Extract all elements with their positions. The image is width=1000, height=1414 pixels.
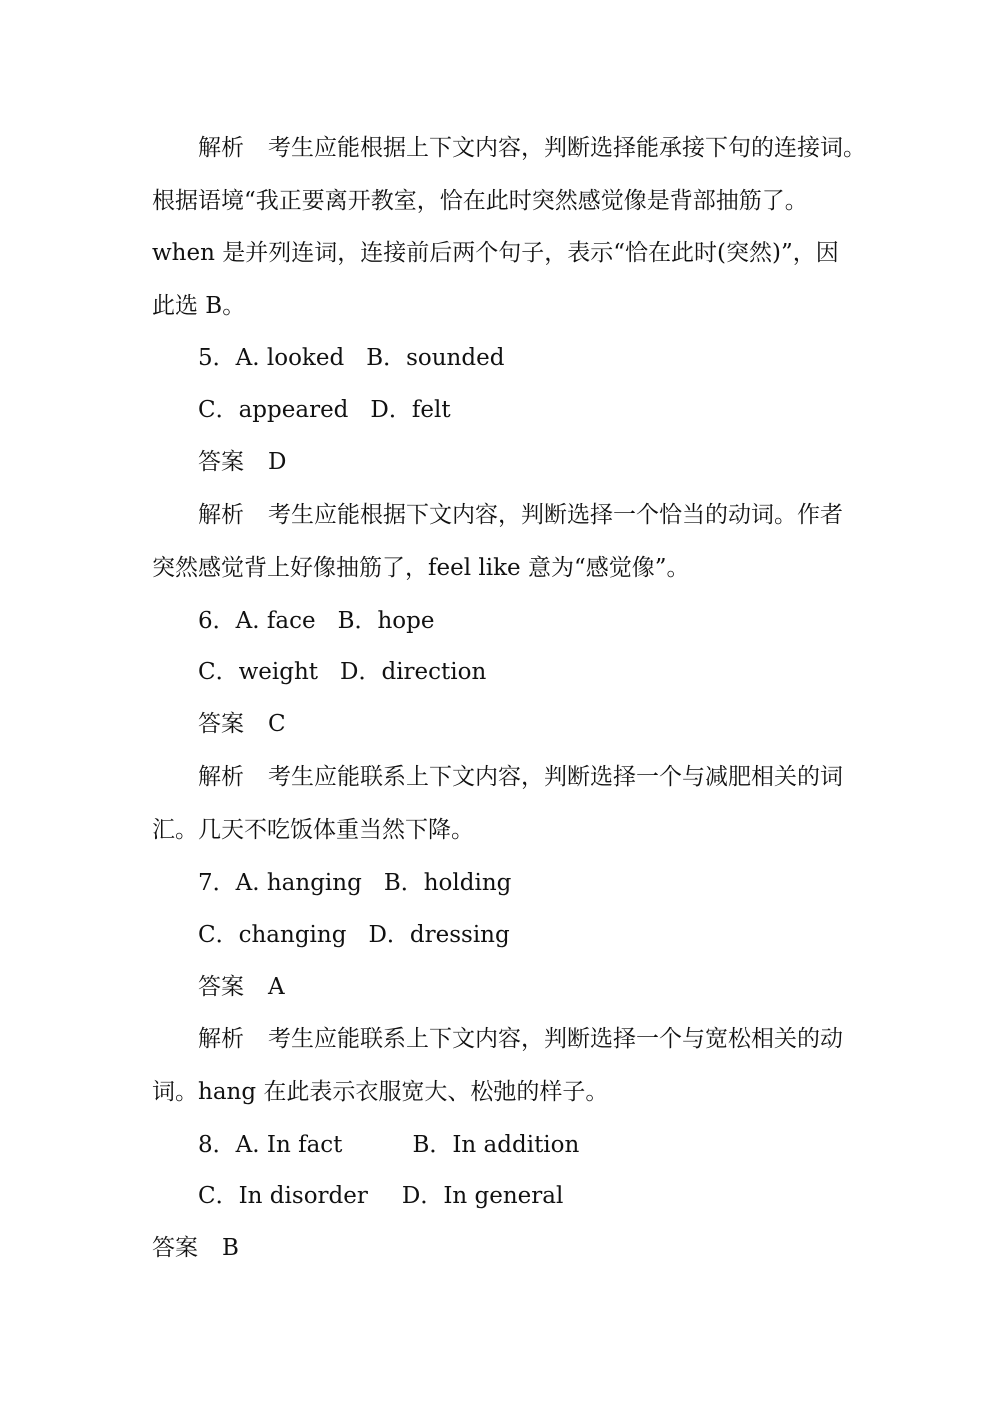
q6-analysis-text-1: 考生应能联系上下文内容，判断选择一个与减肥相关的词: [268, 764, 843, 790]
q4-analysis-line-2: 根据语境“我正要离开教室，恰在此时突然感觉像是背部抽筋了。: [152, 188, 808, 214]
q4-analysis-text-1: 考生应能根据上下文内容，判断选择能承接下句的连接词。: [268, 135, 866, 161]
q8-option-b: B．In addition: [412, 1132, 580, 1158]
q4-analysis-line-3: when 是并列连词，连接前后两个句子，表示“恰在此时(突然)”，因: [152, 240, 839, 266]
q5-option-c: C．appeared: [198, 397, 349, 423]
q7-options-row-1: [198, 868, 511, 898]
q7-option-a: 7．A. hanging: [198, 870, 362, 896]
q6-analysis-label: 解析: [198, 764, 244, 790]
q4-analysis-label: 解析: [198, 135, 244, 161]
q5-answer: [198, 447, 286, 477]
q8-option-c: C．In disorder: [198, 1183, 368, 1209]
q7-analysis-text-1: 考生应能联系上下文内容，判断选择一个与宽松相关的动: [268, 1026, 843, 1052]
q4-analysis-line-4: 此选 B。: [152, 293, 246, 319]
q6-answer-value: C: [268, 711, 286, 737]
q6-options-row-1: [198, 606, 435, 636]
q5-analysis-label: 解析: [198, 502, 244, 528]
q6-option-d: D．direction: [340, 659, 487, 685]
q6-options-row-2: [198, 657, 486, 687]
q7-analysis-line-1: [198, 1024, 843, 1054]
q7-option-d: D．dressing: [368, 922, 510, 948]
q8-options-row-2: [198, 1181, 563, 1211]
q8-answer-label: 答案: [152, 1235, 198, 1261]
q6-analysis-line-1: [198, 762, 843, 792]
q8-options-row-1: [198, 1130, 579, 1160]
q5-option-b: B．sounded: [366, 345, 505, 371]
q6-option-b: B．hope: [337, 608, 435, 634]
q7-answer-value: A: [268, 974, 285, 1000]
q5-options-row-1: [198, 343, 504, 373]
q6-analysis-line-2: 汇。几天不吃饭体重当然下降。: [152, 817, 474, 843]
q5-analysis-line-1: [198, 500, 843, 530]
q7-options-row-2: [198, 920, 510, 950]
q6-answer: [198, 709, 286, 739]
q8-option-a: 8．A. In fact: [198, 1132, 343, 1158]
q4-analysis-line-1: [198, 133, 866, 163]
q5-analysis-text-1: 考生应能根据下文内容，判断选择一个恰当的动词。作者: [268, 502, 843, 528]
q5-answer-value: D: [268, 449, 287, 475]
q8-answer-value: B: [222, 1235, 239, 1261]
q5-option-d: D．felt: [370, 397, 451, 423]
q5-answer-label: 答案: [198, 449, 244, 475]
q7-analysis-label: 解析: [198, 1026, 244, 1052]
q5-analysis-line-2: 突然感觉背上好像抽筋了，feel like 意为“感觉像”。: [152, 555, 690, 581]
q5-option-a: 5．A. looked: [198, 345, 345, 371]
q6-option-a: 6．A. face: [198, 608, 316, 634]
q7-option-b: B．holding: [383, 870, 512, 896]
q6-answer-label: 答案: [198, 711, 244, 737]
q5-options-row-2: [198, 395, 451, 425]
q7-option-c: C．changing: [198, 922, 347, 948]
q8-option-d: D．In general: [401, 1183, 564, 1209]
q7-analysis-line-2: 词。hang 在此表示衣服宽大、松弛的样子。: [152, 1079, 609, 1105]
q8-answer: [152, 1233, 239, 1263]
q7-answer-label: 答案: [198, 974, 244, 1000]
q7-answer: [198, 972, 285, 1002]
q6-option-c: C．weight: [198, 659, 319, 685]
